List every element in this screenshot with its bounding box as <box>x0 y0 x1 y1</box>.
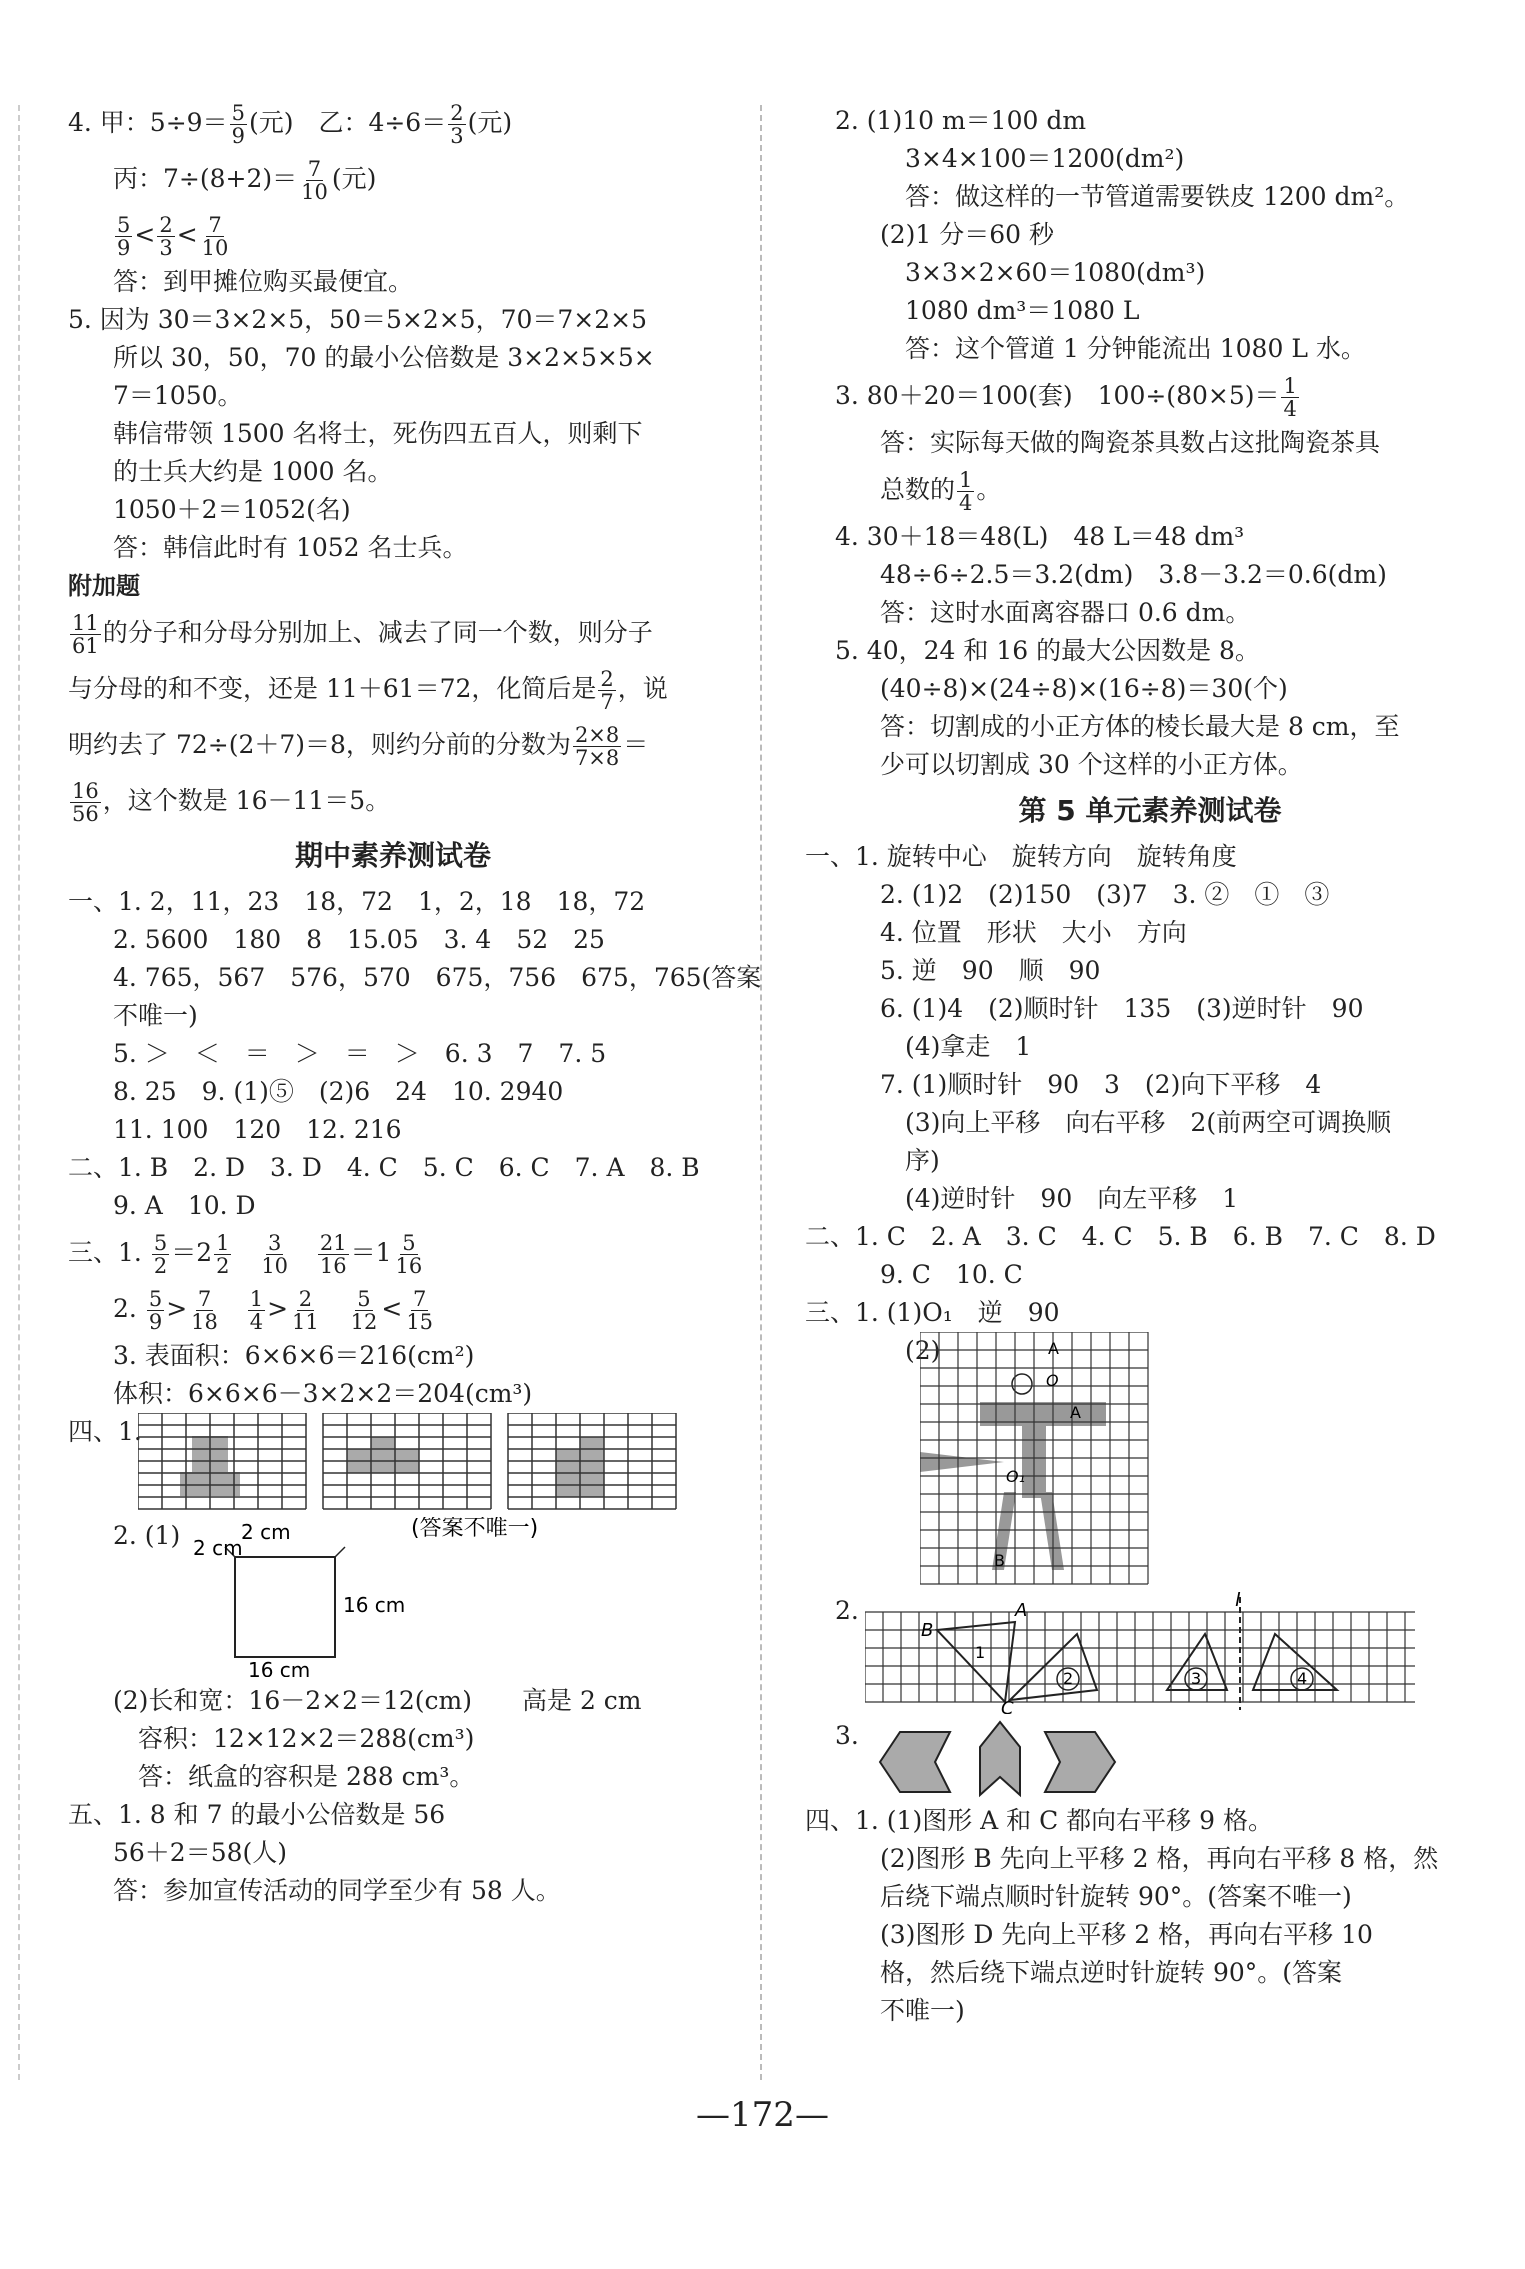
right-column <box>805 102 1465 2030</box>
r-line-1: 2. (1)10 m＝100 dm <box>835 106 1087 135</box>
shaded-cell <box>371 1437 395 1473</box>
u-line-6: (4)拿走 1 <box>905 1032 1032 1061</box>
point-label-B: B <box>921 1620 934 1641</box>
net-grid-2 <box>323 1413 491 1509</box>
r-line-7: 答：这个管道 1 分钟能流出 1080 L 水。 <box>905 334 1366 363</box>
midterm-title: 期中素养测试卷 <box>294 839 491 872</box>
r-line-4: (2)1 分＝60 秒 <box>880 220 1055 249</box>
grid-lines <box>920 1332 1148 1584</box>
point-label-C: C <box>1001 1698 1014 1714</box>
axis-label-l: l <box>1235 1592 1241 1611</box>
grid-answers-row <box>68 1413 718 1517</box>
shaded-shape <box>920 1452 1004 1472</box>
left-margin-rule <box>18 105 20 2080</box>
q5-line-1: 5. 因为 30＝3×2×5，50＝5×2×5，70＝7×2×5 <box>68 305 648 334</box>
arrow-shapes <box>865 1717 1165 1799</box>
box-figure <box>183 1517 623 1677</box>
net-grid-1 <box>138 1413 306 1509</box>
q5-line-2: 所以 30，50，70 的最小公倍数是 3×2×5×5× <box>113 343 655 372</box>
extra-line-4: $\frac{16}{56}$ ，这个数是 16－11＝5。 <box>72 779 391 826</box>
translation-grid <box>865 1592 1435 1714</box>
rotation-grid <box>920 1332 1170 1587</box>
r-line-2: 3×4×100＝1200(dm²) <box>905 144 1185 173</box>
q5-line-3: 7＝1050。 <box>113 381 243 410</box>
mid-line-13: (2)长和宽：16－2×2＝12(cm) 高是 2 cm <box>113 1686 642 1715</box>
r-line-3: 答：做这样的一节管道需要铁皮 1200 dm²。 <box>905 182 1410 211</box>
u-line-18: 后绕下端点顺时针旋转 90°。(答案不唯一) <box>880 1882 1352 1911</box>
u-line-3: 4. 位置 形状 大小 方向 <box>880 918 1187 947</box>
mid-line-18: 答：参加宣传活动的同学至少有 58 人。 <box>113 1876 561 1905</box>
grid-lines <box>323 1413 491 1509</box>
q5-line-6: 1050＋2＝1052(名) <box>113 495 351 524</box>
arrow-shapes-answer <box>835 1717 1465 1802</box>
u-line-8: (3)向上平移 向右平移 2(前两空可调换顺 <box>905 1108 1392 1137</box>
rotation-label: (2) <box>905 1336 941 1365</box>
shape-number-2: 2 <box>1063 1669 1074 1688</box>
u-line-12: 三、1. (1)O₁ 逆 90 <box>805 1298 1060 1327</box>
u-line-19: (3)图形 D 先向上平移 2 格，再向右平移 10 <box>880 1920 1373 1949</box>
u-line-20: 格，然后绕下端点逆时针旋转 90°。(答案 <box>880 1958 1343 1987</box>
box-label: 2. (1) <box>113 1521 181 1550</box>
mid-line-15: 答：纸盒的容积是 288 cm³。 <box>138 1762 475 1791</box>
grid-lines <box>865 1612 1415 1702</box>
mid-line-5: 8. 25 9. (1)⑤ (2)6 24 10. 2940 <box>113 1077 564 1106</box>
box-corner-cut <box>335 1547 345 1557</box>
mid-line-8: 9. A 10. D <box>113 1191 256 1220</box>
u-line-21: 不唯一) <box>880 1996 965 2025</box>
u-line-4: 5. 逆 90 顺 90 <box>880 956 1101 985</box>
extra-line-1: $\frac{11}{61}$ 的分子和分母分别加上、减去了同一个数，则分子 <box>72 611 653 658</box>
q4-line-c: $\frac{5}{9}$ < $\frac{2}{3}$ < $\frac{7}{10}$ <box>117 213 229 260</box>
mid-line-14: 容积：12×12×2＝288(cm³) <box>138 1724 475 1753</box>
u-line-2: 2. (1)2 (2)150 (3)7 3. ② ① ③ <box>880 880 1330 909</box>
left-column <box>68 95 762 1910</box>
section-four-label: 四、1. <box>68 1417 142 1446</box>
shape-number-4: 4 <box>1297 1669 1308 1688</box>
rotation-grid-answer <box>835 1332 1465 1592</box>
box-top-label: 2 cm <box>241 1520 291 1544</box>
r-line-16: 答：切割成的小正方体的棱长最大是 8 cm，至 <box>880 712 1400 741</box>
u-line-8b: 序) <box>905 1146 940 1175</box>
translation-grid-answer <box>835 1592 1465 1717</box>
triangle-2 <box>1010 1634 1097 1700</box>
mid-line-10: 2. $\frac{5}{9}$ > $\frac{7}{18}$ $\frac{1}{4}$ > $\frac{2}{11}$ $\frac{5}{12}$ < $\frac{7}{15}$ <box>113 1287 434 1334</box>
q5-line-5: 的士兵大约是 1000 名。 <box>113 457 393 486</box>
net-grid-3 <box>508 1413 676 1509</box>
triangle-4 <box>1253 1634 1337 1690</box>
mid-line-17: 56＋2＝58(人) <box>113 1838 288 1867</box>
r-line-8: 3. 80＋20＝100(套) 100÷(80×5)＝ $\frac{1}{4}$ <box>835 374 1297 421</box>
r-line-13: 答：这时水面离容器口 0.6 dm。 <box>880 598 1251 627</box>
u-line-5: 6. (1)4 (2)顺时针 135 (3)逆时针 90 <box>880 994 1364 1023</box>
u-line-1: 一、1. 旋转中心 旋转方向 旋转角度 <box>805 842 1237 871</box>
extra-line-2: 与分母的和不变，还是 11＋61＝72，化简后是 $\frac{2}{7}$ ，说 <box>68 667 668 714</box>
q5-answer: 答：韩信此时有 1052 名士兵。 <box>113 533 468 562</box>
point-label-O1: O₁ <box>1006 1467 1026 1486</box>
arrow-shape-left <box>880 1732 950 1792</box>
triangle-1 <box>937 1622 1015 1702</box>
u-line-17: (2)图形 B 先向上平移 2 格，再向右平移 8 格，然 <box>880 1844 1439 1873</box>
box-bottom-label: 16 cm <box>248 1658 311 1677</box>
point-label-O: O <box>1046 1371 1059 1390</box>
shape-number-1: 1 <box>975 1643 986 1662</box>
q4-line-a: 4. 甲：5÷9＝ $\frac{5}{9}$ (元) 乙：4÷6＝ $\frac{2}{3}$ (元) <box>68 101 513 148</box>
u-line-16: 四、1. (1)图形 A 和 C 都向右平移 9 格。 <box>805 1806 1273 1835</box>
mid-line-3b: 不唯一) <box>113 1001 198 1030</box>
point-label-B: B <box>994 1551 1005 1570</box>
shaded-shape <box>1040 1492 1064 1570</box>
r-line-11: 4. 30＋18＝48(L) 48 L＝48 dm³ <box>835 522 1245 551</box>
u-line-10: 二、1. C 2. A 3. C 4. C 5. B 6. B 7. C 8. D <box>805 1222 1436 1251</box>
u-line-7: 7. (1)顺时针 90 3 (2)向下平移 4 <box>880 1070 1322 1099</box>
point-label-A-rotated: A <box>1070 1403 1081 1422</box>
mid-line-7: 二、1. B 2. D 3. D 4. C 5. C 6. C 7. A 8. B <box>68 1153 700 1182</box>
u-line-11: 9. C 10. C <box>880 1260 1023 1289</box>
mid-line-3: 4. 765，567 576，570 675，756 675，765(答案 <box>113 963 762 992</box>
q5-line-4: 韩信带领 1500 名将士，死伤四五百人，则剩下 <box>113 419 643 448</box>
arrow-shape-right <box>1045 1732 1115 1792</box>
point-label-A: A <box>1048 1339 1059 1358</box>
box-right-label: 16 cm <box>343 1593 406 1617</box>
u-line-9: (4)逆时针 90 向左平移 1 <box>905 1184 1239 1213</box>
mid-line-9: 三、1. $\frac{5}{2}$ ＝2 $\frac{1}{2}$ $\frac{3}{10}$ $\frac{21}{16}$ ＝1 $\frac{5}{16}$ <box>68 1231 423 1278</box>
r-line-14: 5. 40，24 和 16 的最大公因数是 8。 <box>835 636 1260 665</box>
extra-line-3: 明约去了 72÷(2＋7)＝8，则约分前的分数为 $\frac{2\times 8}{7\times 8}$ ＝ <box>68 723 649 770</box>
r-line-12: 48÷6÷2.5＝3.2(dm) 3.8－3.2＝0.6(dm) <box>880 560 1387 589</box>
point-label-A: A <box>1015 1600 1028 1621</box>
box-answer <box>68 1517 718 1682</box>
r-line-10: 总数的 $\frac{1}{4}$ 。 <box>880 468 1002 515</box>
mid-line-11: 3. 表面积：6×6×6＝216(cm²) <box>113 1341 475 1370</box>
mid-line-6: 11. 100 120 12. 216 <box>113 1115 402 1144</box>
mid-line-16: 五、1. 8 和 7 的最小公倍数是 56 <box>68 1800 446 1829</box>
mid-line-2: 2. 5600 180 8 15.05 3. 4 52 25 <box>113 925 605 954</box>
q4-line-b: 丙：7÷(8+2)＝ $\frac{7}{10}$ (元) <box>113 157 377 204</box>
shape-number-3: 3 <box>1191 1669 1202 1688</box>
r-line-6: 1080 dm³＝1080 L <box>905 296 1140 325</box>
box-left-label: 2 cm <box>193 1536 243 1560</box>
mid-line-4: 5. ＞ ＜ ＝ ＞ ＝ ＞ 6. 3 7 7. 5 <box>113 1039 607 1068</box>
r-line-17: 少可以切割成 30 个这样的小正方体。 <box>880 750 1303 779</box>
r-line-9: 答：实际每天做的陶瓷茶具数占这批陶瓷茶具 <box>880 428 1381 457</box>
r-line-15: (40÷8)×(24÷8)×(16÷8)＝30(个) <box>880 674 1288 703</box>
box-note: (答案不唯一) <box>411 1517 539 1541</box>
extra-title: 附加题 <box>68 572 140 600</box>
column-divider <box>760 105 762 2080</box>
box-square <box>235 1557 335 1657</box>
translation-label: 2. <box>835 1596 859 1625</box>
arrow-shape-up <box>980 1722 1020 1795</box>
r-line-5: 3×3×2×60＝1080(dm³) <box>905 258 1206 287</box>
page-number: —172— <box>696 2095 829 2135</box>
net-grids <box>138 1413 738 1513</box>
arrow-shapes-label: 3. <box>835 1721 859 1750</box>
mid-line-12: 体积：6×6×6－3×2×2＝204(cm³) <box>113 1379 533 1408</box>
unit5-title: 第 5 单元素养测试卷 <box>1018 794 1282 827</box>
mid-line-1: 一、1. 2，11，23 18，72 1，2，18 18，72 <box>68 887 646 916</box>
q4-answer: 答：到甲摊位购买最便宜。 <box>113 267 414 296</box>
